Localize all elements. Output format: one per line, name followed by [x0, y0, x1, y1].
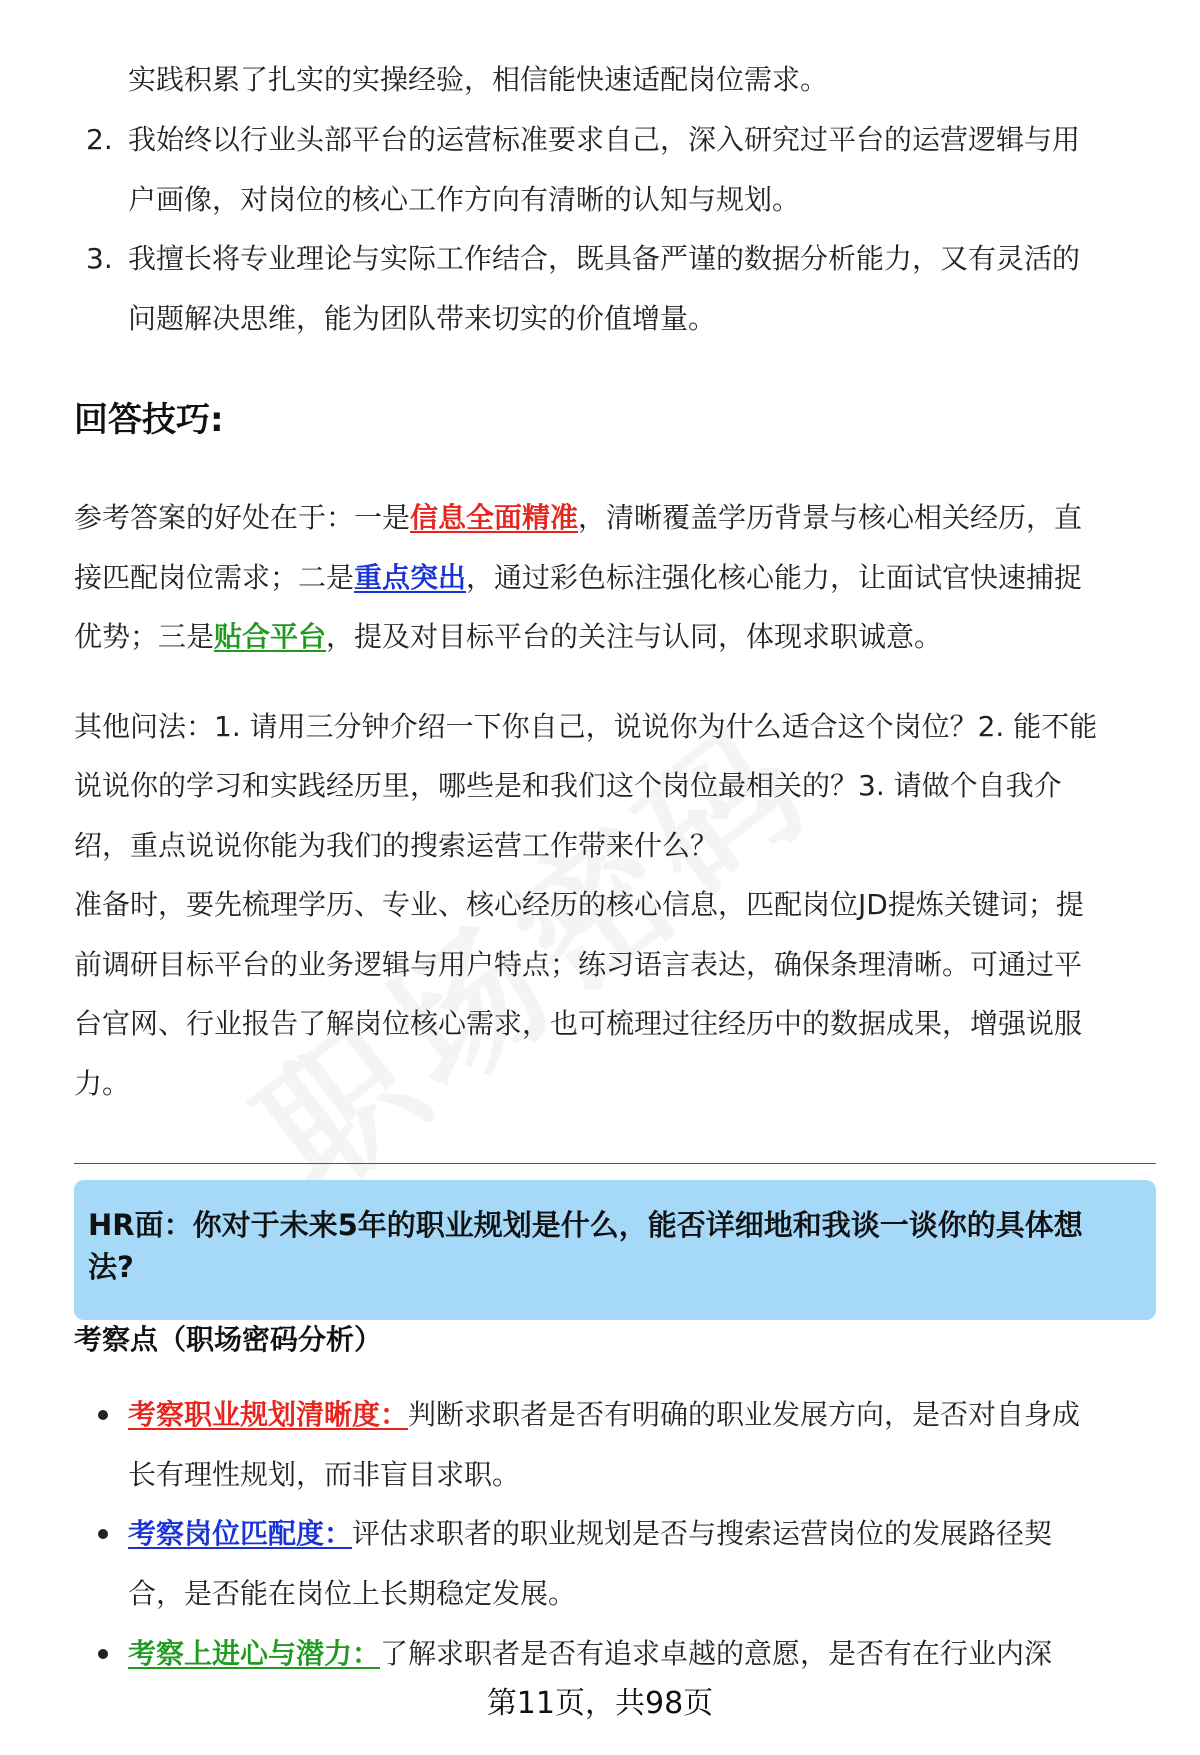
tips-line-2 — [74, 548, 1158, 608]
point-label: 考察上进心与潜力： — [128, 1637, 381, 1670]
other-line: 绍，重点说说你能为我们的搜索运营工作带来什么？ — [74, 829, 719, 862]
tips-line-1 — [74, 488, 1158, 548]
tips-text: 参考答案的好处在于：一是 — [74, 501, 411, 534]
tips-text: ，通过彩色标注强化核心能力，让面试官快速捕捉 — [466, 561, 1083, 594]
tips-text: ，清晰覆盖学历背景与核心相关经历，直 — [578, 501, 1083, 534]
tips-text: ，提及对目标平台的关注与认同，体现求职诚意。 — [326, 620, 943, 653]
bullet-dot — [98, 1649, 108, 1659]
tips-text: 接匹配岗位需求；二是 — [74, 561, 355, 594]
list-number: 2. — [86, 123, 113, 156]
question-box — [74, 1180, 1156, 1320]
question-line: 法? — [88, 1250, 134, 1284]
bullet-text — [128, 1385, 1158, 1445]
point-label: 考察职业规划清晰度： — [128, 1398, 409, 1431]
point-text: 了解求职者是否有追求卓越的意愿，是否有在行业内深 — [380, 1637, 1053, 1670]
highlight-focus: 重点突出 — [354, 561, 467, 594]
prep-line: 准备时，要先梳理学历、专业、核心经历的核心信息，匹配岗位JD提炼关键词；提 — [74, 888, 1084, 921]
bullet-text — [128, 1624, 1158, 1684]
bullet-text-continued: 长有理性规划，而非盲目求职。 — [128, 1458, 521, 1491]
page-number: 第11页，共98页 — [486, 1686, 714, 1721]
points-heading: 考察点（职场密码分析） — [74, 1323, 383, 1356]
prep-line: 前调研目标平台的业务逻辑与用户特点；练习语言表达，确保条理清晰。可通过平 — [74, 948, 1083, 981]
point-text: 评估求职者的职业规划是否与搜索运营岗位的发展路径契 — [352, 1517, 1053, 1550]
question-line: HR面：你对于未来5年的职业规划是什么，能否详细地和我谈一谈你的具体想 — [88, 1208, 1083, 1242]
bullet-text — [128, 1504, 1158, 1564]
highlight-accurate: 信息全面精准 — [410, 501, 579, 534]
list-text: 我始终以行业头部平台的运营标准要求自己，深入研究过平台的运营逻辑与用 — [128, 123, 1081, 156]
list-text-continued: 问题解决思维，能为团队带来切实的价值增量。 — [128, 302, 717, 335]
prep-line: 台官网、行业报告了解岗位核心需求，也可梳理过往经历中的数据成果，增强说服 — [74, 1007, 1083, 1040]
bullet-text-continued: 合，是否能在岗位上长期稳定发展。 — [128, 1577, 577, 1610]
list-text: 我擅长将专业理论与实际工作结合，既具备严谨的数据分析能力，又有灵活的 — [128, 242, 1081, 275]
bullet-dot — [98, 1410, 108, 1420]
other-line: 其他问法：1. 请用三分钟介绍一下你自己，说说你为什么适合这个岗位？2. 能不能 — [74, 710, 1098, 743]
tips-heading: 回答技巧: — [74, 400, 224, 440]
point-label: 考察岗位匹配度： — [128, 1517, 353, 1550]
bullet-dot — [98, 1529, 108, 1539]
tips-text: 优势；三是 — [74, 620, 215, 653]
point-text: 判断求职者是否有明确的职业发展方向，是否对自身成 — [408, 1398, 1081, 1431]
list-text-continued: 户画像，对岗位的核心工作方向有清晰的认知与规划。 — [128, 183, 801, 216]
tips-line-3 — [74, 607, 1158, 667]
list-number: 3. — [86, 242, 113, 275]
section-divider — [74, 1163, 1156, 1164]
other-line: 说说你的学习和实践经历里，哪些是和我们这个岗位最相关的？3. 请做个自我介 — [74, 769, 1062, 802]
list-item-1-tail: 实践积累了扎实的实操经验，相信能快速适配岗位需求。 — [128, 63, 829, 96]
prep-line: 力。 — [74, 1067, 131, 1100]
highlight-platform: 贴合平台 — [214, 620, 327, 653]
